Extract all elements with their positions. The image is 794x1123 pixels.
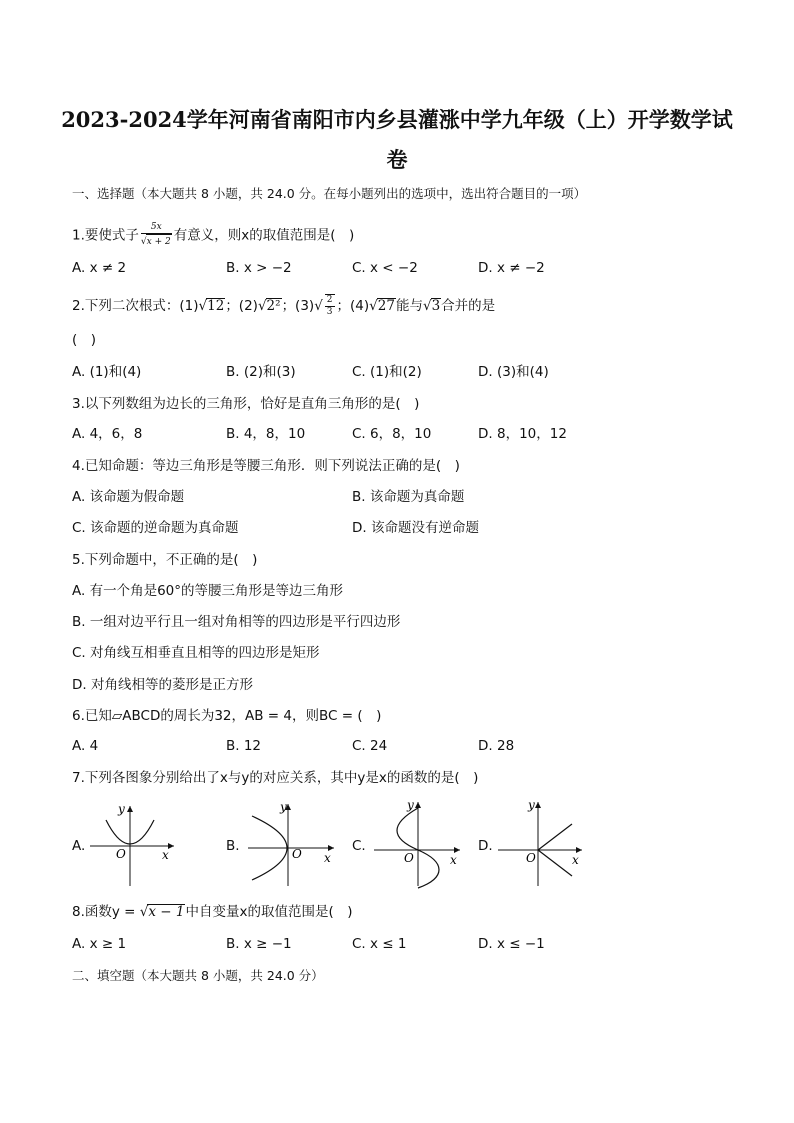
q3-option-d[interactable]: D. 8，10，12 (478, 426, 567, 442)
q7-label-a[interactable]: A. (72, 838, 86, 854)
q1-option-c[interactable]: C. x < −2 (352, 260, 418, 276)
q8-option-a[interactable]: A. x ≥ 1 (72, 936, 127, 952)
q2-option-a[interactable]: A. (1)和(4) (72, 364, 142, 380)
q7-label-c[interactable]: C. (352, 838, 366, 854)
q3-option-c[interactable]: C. 6，8，10 (352, 426, 432, 442)
graph-a-y-arrow (127, 806, 133, 812)
graph-b-x-label: x (324, 851, 331, 865)
q3-option-b[interactable]: B. 4，8，10 (226, 426, 306, 442)
q1-fraction-num: 5x (141, 222, 172, 234)
graph-b-origin: O (292, 847, 302, 861)
q7-label-b[interactable]: B. (226, 838, 240, 854)
q2-sep2: ；(3) (281, 298, 315, 314)
q7-graph-b[interactable] (244, 796, 340, 890)
q2-sep4: 能与 (395, 298, 423, 314)
q2-paren: ( ) (72, 332, 97, 348)
q6-option-c[interactable]: C. 24 (352, 738, 388, 754)
graph-d-origin: O (526, 851, 536, 865)
question-4: 4.已知命题：等边三角形是等腰三角形．则下列说法正确的是( ) (72, 458, 460, 474)
q1-fraction-radicand: x + 2 (146, 234, 172, 249)
q5-option-a[interactable]: A. 有一个角是60°的等腰三角形是等边三角形 (72, 583, 344, 599)
q5-option-b[interactable]: B. 一组对边平行且一组对角相等的四边形是平行四边形 (72, 614, 401, 630)
question-7: 7.下列各图象分别给出了x与y的对应关系，其中y是x的函数的是( ) (72, 770, 479, 786)
q2-option-b[interactable]: B. (2)和(3) (226, 364, 296, 380)
q7-graph-a[interactable] (88, 798, 178, 888)
question-3: 3.以下列数组为边长的三角形，恰好是直角三角形的是( ) (72, 396, 420, 412)
q7-graph-c[interactable] (370, 794, 466, 890)
graph-b-y-label: y (280, 800, 287, 814)
graph-a-y-label: y (118, 802, 125, 816)
q2-pre: 2.下列二次根式：(1) (72, 298, 199, 314)
q2-post: 合并的是 (441, 298, 496, 314)
q5-option-c[interactable]: C. 对角线互相垂直且相等的四边形是矩形 (72, 645, 320, 661)
question-6: 6.已知▱ABCD的周长为32，AB = 4，则BC = ( ) (72, 708, 382, 724)
graph-a-x-arrow (168, 843, 174, 849)
q1-fraction (141, 222, 172, 249)
question-8: 8.函数y = √x − 1中自变量x的取值范围是( ) (72, 904, 353, 920)
exam-title-line2: 卷 (386, 147, 408, 172)
q4-option-d[interactable]: D. 该命题没有逆命题 (352, 520, 479, 536)
q7-graph-d[interactable] (494, 794, 590, 890)
q2-radical-4: 27 (377, 298, 395, 314)
q4-option-b[interactable]: B. 该命题为真命题 (352, 489, 465, 505)
q4-option-c[interactable]: C. 该命题的逆命题为真命题 (72, 520, 239, 536)
q2-fraction (325, 294, 335, 318)
graph-c-y-arrow (415, 802, 421, 808)
graph-c-y-label: y (407, 798, 414, 812)
section-2-heading: 二、填空题（本大题共 8 小题，共 24.0 分） (72, 968, 324, 983)
graph-c-x-label: x (450, 853, 457, 867)
q2-fraction-num: 2 (326, 295, 333, 305)
q2-fraction-den: 3 (326, 307, 333, 317)
question-5: 5.下列命题中，不正确的是( ) (72, 552, 258, 568)
graph-d-y-arrow (535, 802, 541, 808)
graph-c-origin: O (404, 851, 414, 865)
q8-post: 中自变量x的取值范围是( ) (185, 904, 353, 920)
graph-d-x-label: x (572, 853, 579, 867)
q8-pre: 8.函数y = (72, 904, 140, 920)
graph-d-ray-down (538, 850, 572, 876)
q1-option-d[interactable]: D. x ≠ −2 (478, 260, 545, 276)
q8-option-d[interactable]: D. x ≤ −1 (478, 936, 545, 952)
q2-radical-1: 12 (207, 298, 225, 314)
q2-option-c[interactable]: C. (1)和(2) (352, 364, 422, 380)
q2-sep1: ；(2) (225, 298, 258, 314)
q1-pre: 1.要使式子 (72, 227, 139, 244)
q6-option-b[interactable]: B. 12 (226, 738, 262, 754)
q8-radicand: x − 1 (148, 904, 185, 920)
q2-radical-2: 2² (266, 298, 281, 314)
question-2: 2.下列二次根式：(1)√12；(2)√2²；(3)√ $\frac{2}{3}$ ；(4)√27能与√3合并的是 (72, 295, 496, 317)
q8-option-c[interactable]: C. x ≤ 1 (352, 936, 407, 952)
question-1 (72, 222, 354, 249)
q2-sep3: ；(4) (336, 298, 370, 314)
exam-title-line1: 2023-2024学年河南省南阳市内乡县灌涨中学九年级（上）开学数学试 (61, 107, 733, 132)
q3-option-a[interactable]: A. 4，6，8 (72, 426, 143, 442)
q1-fraction-den: √x + 2 (141, 234, 172, 249)
graph-a-origin: O (116, 847, 126, 861)
q1-option-b[interactable]: B. x > −2 (226, 260, 292, 276)
q8-option-b[interactable]: B. x ≥ −1 (226, 936, 292, 952)
q5-option-d[interactable]: D. 对角线相等的菱形是正方形 (72, 677, 253, 693)
graph-a-x-label: x (162, 848, 169, 862)
graph-d-y-label: y (528, 798, 535, 812)
section-1-heading: 一、选择题（本大题共 8 小题，共 24.0 分。在每小题列出的选项中，选出符合题目的一项） (72, 186, 587, 201)
q2-radical-5: 3 (431, 298, 441, 314)
graph-d-ray-up (538, 824, 572, 850)
q6-option-a[interactable]: A. 4 (72, 738, 99, 754)
q1-post: 有意义，则x的取值范围是( ) (173, 227, 355, 244)
q4-option-a[interactable]: A. 该命题为假命题 (72, 489, 185, 505)
q1-option-a[interactable]: A. x ≠ 2 (72, 260, 127, 276)
q2-option-d[interactable]: D. (3)和(4) (478, 364, 549, 380)
q7-label-d[interactable]: D. (478, 838, 493, 854)
q6-option-d[interactable]: D. 28 (478, 738, 515, 754)
